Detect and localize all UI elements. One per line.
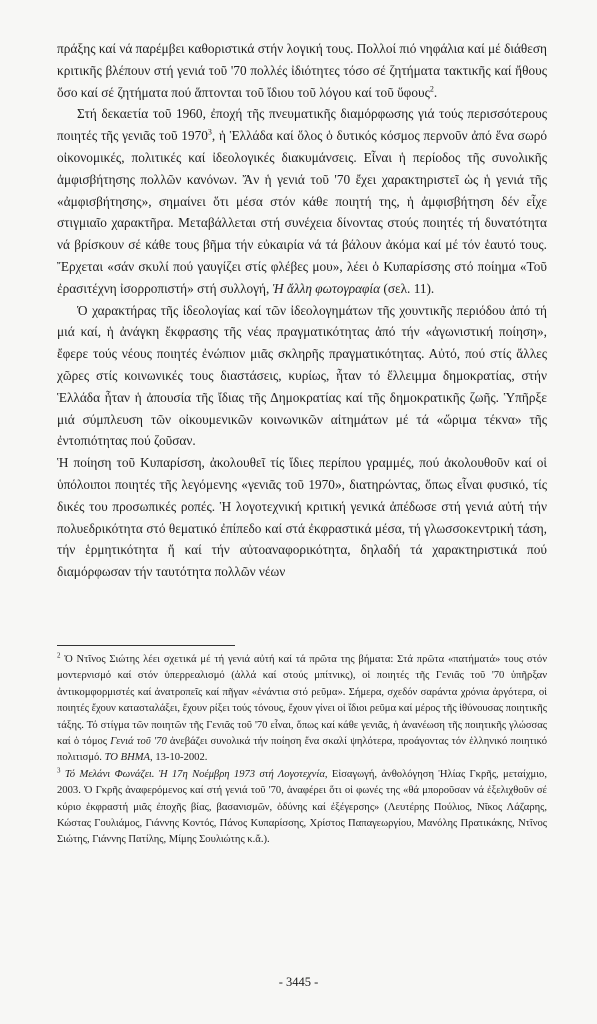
paragraph-ideology: Ὁ χαρακτήρας τῆς ἰδεολογίας καί τῶν ἰδεολογημάτων τῆς χουντικῆς περιόδου ἀπό τή μιά καί, ἡ ἀνάγκη ἔκφρασης τῆς νέας πραγματικότητας ἀπό τήν «ἀγωνιστική ποίηση», ἔφερε τούς νέους ποιητές ἐνώπιον μιᾶς σκληρῆς πραγματικότητας. Αὐτό, πού στίς ἄλλες χῶρες στίς κοινωνικές τους διαστάσεις, κυρίως, ἦταν τό ἔλλειμμα δημοκρατίας, στήν Ἑλλάδα ἦταν ἡ ἀπουσία τῆς ἴδιας τῆς Δημοκρατίας καί τῆς δημοκρατικῆς ζωῆς. Ὑπῆρξε μιά σύμπλευση τῶν οἰκουμενικῶν κοινωνικῶν αἰτημάτων μέ τά «ὥριμα τέκνα» τῆς ἐντοπιότητας πού ζοῦσαν. — [57, 302, 547, 449]
paragraph-kyparissis: Ἡ ποίηση τοῦ Κυπαρίσση, ἀκολουθεῖ τίς ἴδιες περίπου γραμμές, πού ἀκολουθοῦν καί οἱ ὑπόλοιποι ποιητές τῆς λεγόμενης «γενιᾶς τοῦ 1970», διατηρώντας, ὅπως εἶναι φυσικό, τίς δικές του προσωπικές ροπές. Ἡ λογοτεχνική κριτική γενικά ἀπέδωσε στή γενιά αὐτή τήν πολυεδρικότητα στό θεματικό ἐπίπεδο καί στά ἐκφραστικά μέσα, τή γλωσσοκεντρική τάση, τήν ἑρμητικότητα ἤ καί τήν αὐτοαναφορικότητα, δηλαδή τά χαρακτηριστικά πού διαμόρφωσαν τήν ταυτότητα πολλῶν νέων — [57, 455, 547, 580]
book-title: Ἡ ἄλλη φωτογραφία — [272, 280, 381, 296]
footnote-ref-3: 3 — [207, 127, 212, 137]
footnote-ref-2: 2 — [429, 84, 434, 94]
footnote-3: $^3$ Τό Μελάνι Φωνάζει. Ἡ 17η Νοέμβρη 1973 στή Λογοτεχνία, Εἰσαγωγή, ἀνθολόγηση Ἠλίας Γκρῆς, μεταίχμιο, 2003. Ὁ Γκρῆς ἀναφερόμενος καί στή γενιά τοῦ '70, ἀναφέρει ὅτι οἱ φωνές της «θά μποροῦσαν νά ἐξελιχθοῦν σέ κύριο ἐκφραστή μιᾶς ἐποχῆς βίας, βασανισμῶν, ὀδύνης καί ἐξέγερσης» (Λευτέρης Πούλιος, Νῖκος Λάζαρης, Κώστας Γουλιάμος, Γιάννης Κοντός, Πάνος Κυπαρίσσης, Χρίστος Παπαγεωργίου, Μανόλης Πρατικάκης, Ντῖνος Σιώτης, Γιάννης Πατίλης, Μίμης Σουλιώτης κ.ἄ.). — [57, 766, 547, 846]
footnote-2: $^2$ Ὁ Ντῖνος Σιώτης λέει σχετικά μέ τή γενιά αὐτή καί τά πρῶτα της βήματα: Στά πρῶτα «πατήματά» τους στόν μοντερνισμό καί στόν ὑπερρεαλισμό (ἀλλά καί στούς μπίτνικς), οἱ ποιητές τῆς Γενιᾶς τοῦ '70 ὑπῆρξαν ἀντικομφορμιστές καί ἀνατροπεῖς καί πῆγαν «ἐνάντια στό ρεῦμα». Σήμερα, σχεδόν σαράντα χρόνια ἀργότερα, οἱ ποιητές ἔχουν κατασταλάξει, ἔχουν ρίξει τούς τόνους, ἔχουν γίνει οἱ ἴδιοι ρεῦμα καί μέρος τῆς ἰθύνουσας ποιητικῆς τάξης. Τό στίγμα τῶν ποιητῶν τῆς Γενιᾶς τοῦ '70 εἶναι, ὅπως καί κάθε γενιᾶς, ἡ ἀνανέωση τῆς ποιητικῆς γλώσσας καί ὁ τόμος Γενιά τοῦ '70 ἀνεβάζει συνολικά τήν ποίηση ἕνα σκαλί ψηλότερα, προάγοντας τόν ἑλληνικό ποιητικό πολιτισμό. ΤΟ ΒΗΜΑ, 13-10-2002. — [57, 651, 548, 764]
paragraph-continuation: πράξης καί νά παρέμβει καθοριστικά στήν λογική τους. Πολλοί πιό νηφάλια καί μέ διάθεση κριτικῆς βλέπουν στή γενιά τοῦ '70 πολλές ἰδιότητες τόσο σέ ζητήματα τακτικῆς καί ἤθους ὅσο καί σέ ζητήματα πού ἅπτονται τοῦ ἴδιου τοῦ λόγου καί τοῦ ὕφους$^2$. — [57, 41, 547, 100]
footnote-separator — [57, 645, 235, 646]
page-number: - 3445 - — [278, 975, 319, 989]
footnotes — [57, 652, 547, 849]
paragraph-1960s: Στή δεκαετία τοῦ 1960, ἐποχή τῆς πνευματικῆς διαμόρφωσης γιά τούς περισσότερους ποιητές τῆς γενιᾶς τοῦ 1970$^3$, ἡ Ἑλλάδα καί ὅλος ὁ δυτικός κόσμος περνοῦν ἀπό ἕνα σωρό οἰκονομικές, πολιτικές καί ἰδεολογικές διακυμάνσεις. Εἶναι ἡ περίοδος τῆς συνολικῆς ἀμφισβήτησης πολλῶν κανόνων. Ἄν ἡ γενιά τοῦ '70 ἔχει χαρακτηριστεῖ ὡς ἡ γενιά τῆς «ἀμφισβήτησης», σημαίνει ὅτι μέσα στόν κάθε ποιητή της, ἡ ἀμφισβήτηση δέν εἶχε στιγμιαῖο χαρακτῆρα. Μεταβάλλεται στή συνέχεια δίνοντας στούς ποιητές τή δυνατότητα νά βρίσκουν σέ κάθε τους βῆμα τήν εὐκαιρία νά τά βάλουν ἀκόμα καί μέ τόν ἑαυτό τους. Ἔρχεται «σάν σκυλί πού γαυγίζει στίς φλέβες μου», λέει ὁ Κυπαρίσσης στό ποίημα «Τοῦ ἐρασιτέχνη ἰσορροπιστή» στή συλλογή, Ἡ ἄλλη φωτογραφία (σελ. 11). — [57, 106, 547, 296]
main-text — [57, 38, 547, 583]
